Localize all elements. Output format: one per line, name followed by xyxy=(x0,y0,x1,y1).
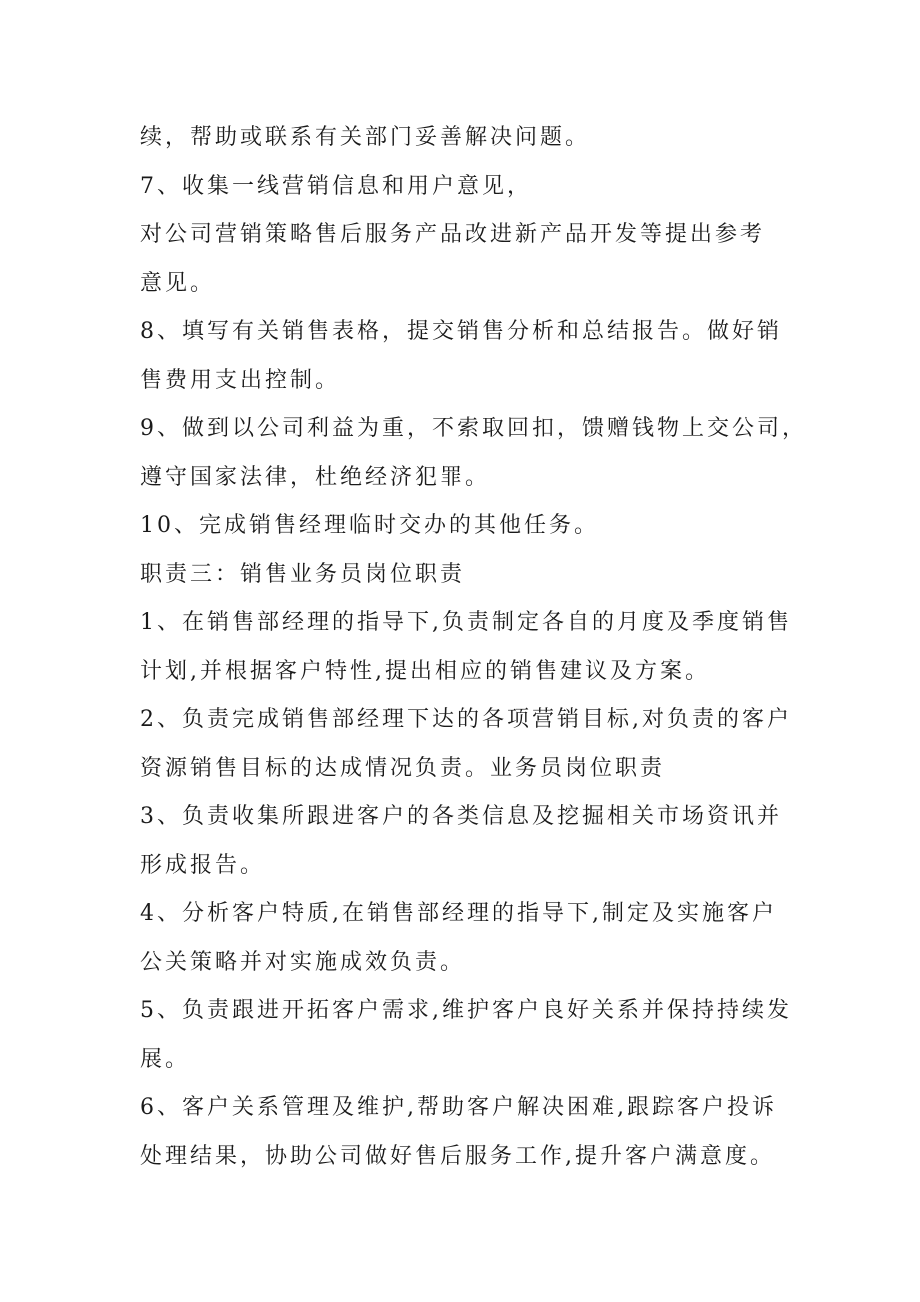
text-line: 公关策略并对实施成效负责。 xyxy=(140,949,466,975)
list-item-3: 3、负责收集所跟进客户的各类信息及挖掘相关市场资讯并 xyxy=(140,804,782,829)
list-item-8: 8、填写有关销售表格，提交销售分析和总结报告。做好销 xyxy=(140,319,782,344)
list-item-5: 5、负责跟进开拓客户需求,维护客户良好关系并保持持续发 xyxy=(140,998,792,1023)
section-heading: 职责三：销售业务员岗位职责 xyxy=(140,561,466,587)
text-line: 意见。 xyxy=(140,270,216,296)
list-item-2: 2、负责完成销售部经理下达的各项营销目标,对负责的客户 xyxy=(140,707,792,732)
text-line: 处理结果，协助公司做好售后服务工作,提升客户满意度。 xyxy=(140,1143,775,1169)
list-item-4: 4、分析客户特质,在销售部经理的指导下,制定及实施客户 xyxy=(140,901,777,926)
document-body xyxy=(140,114,807,1181)
text-line: 续，帮助或联系有关部门妥善解决问题。 xyxy=(140,125,591,150)
list-item-10: 10、完成销售经理临时交办的其他任务。 xyxy=(140,513,599,538)
text-line: 形成报告。 xyxy=(140,852,266,878)
list-item-6: 6、客户关系管理及维护,帮助客户解决困难,跟踪客户投诉 xyxy=(140,1095,777,1120)
list-item-9: 9、做到以公司利益为重，不索取回扣，馈赠钱物上交公司， xyxy=(140,416,807,441)
list-item-7: 7、收集一线营销信息和用户意见， xyxy=(140,173,532,199)
text-line: 对公司营销策略售后服务产品改进新产品开发等提出参考 xyxy=(140,222,766,247)
text-line: 售费用支出控制。 xyxy=(140,367,341,393)
text-line: 展。 xyxy=(140,1046,191,1072)
text-line: 计划,并根据客户特性,提出相应的销售建议及方案。 xyxy=(140,658,710,684)
text-line: 遵守国家法律，杜绝经济犯罪。 xyxy=(140,464,491,490)
list-item-1: 1、在销售部经理的指导下,负责制定各自的月度及季度销售 xyxy=(140,610,792,635)
text-line: 资源销售目标的达成情况负责。业务员岗位职责 xyxy=(140,755,666,781)
